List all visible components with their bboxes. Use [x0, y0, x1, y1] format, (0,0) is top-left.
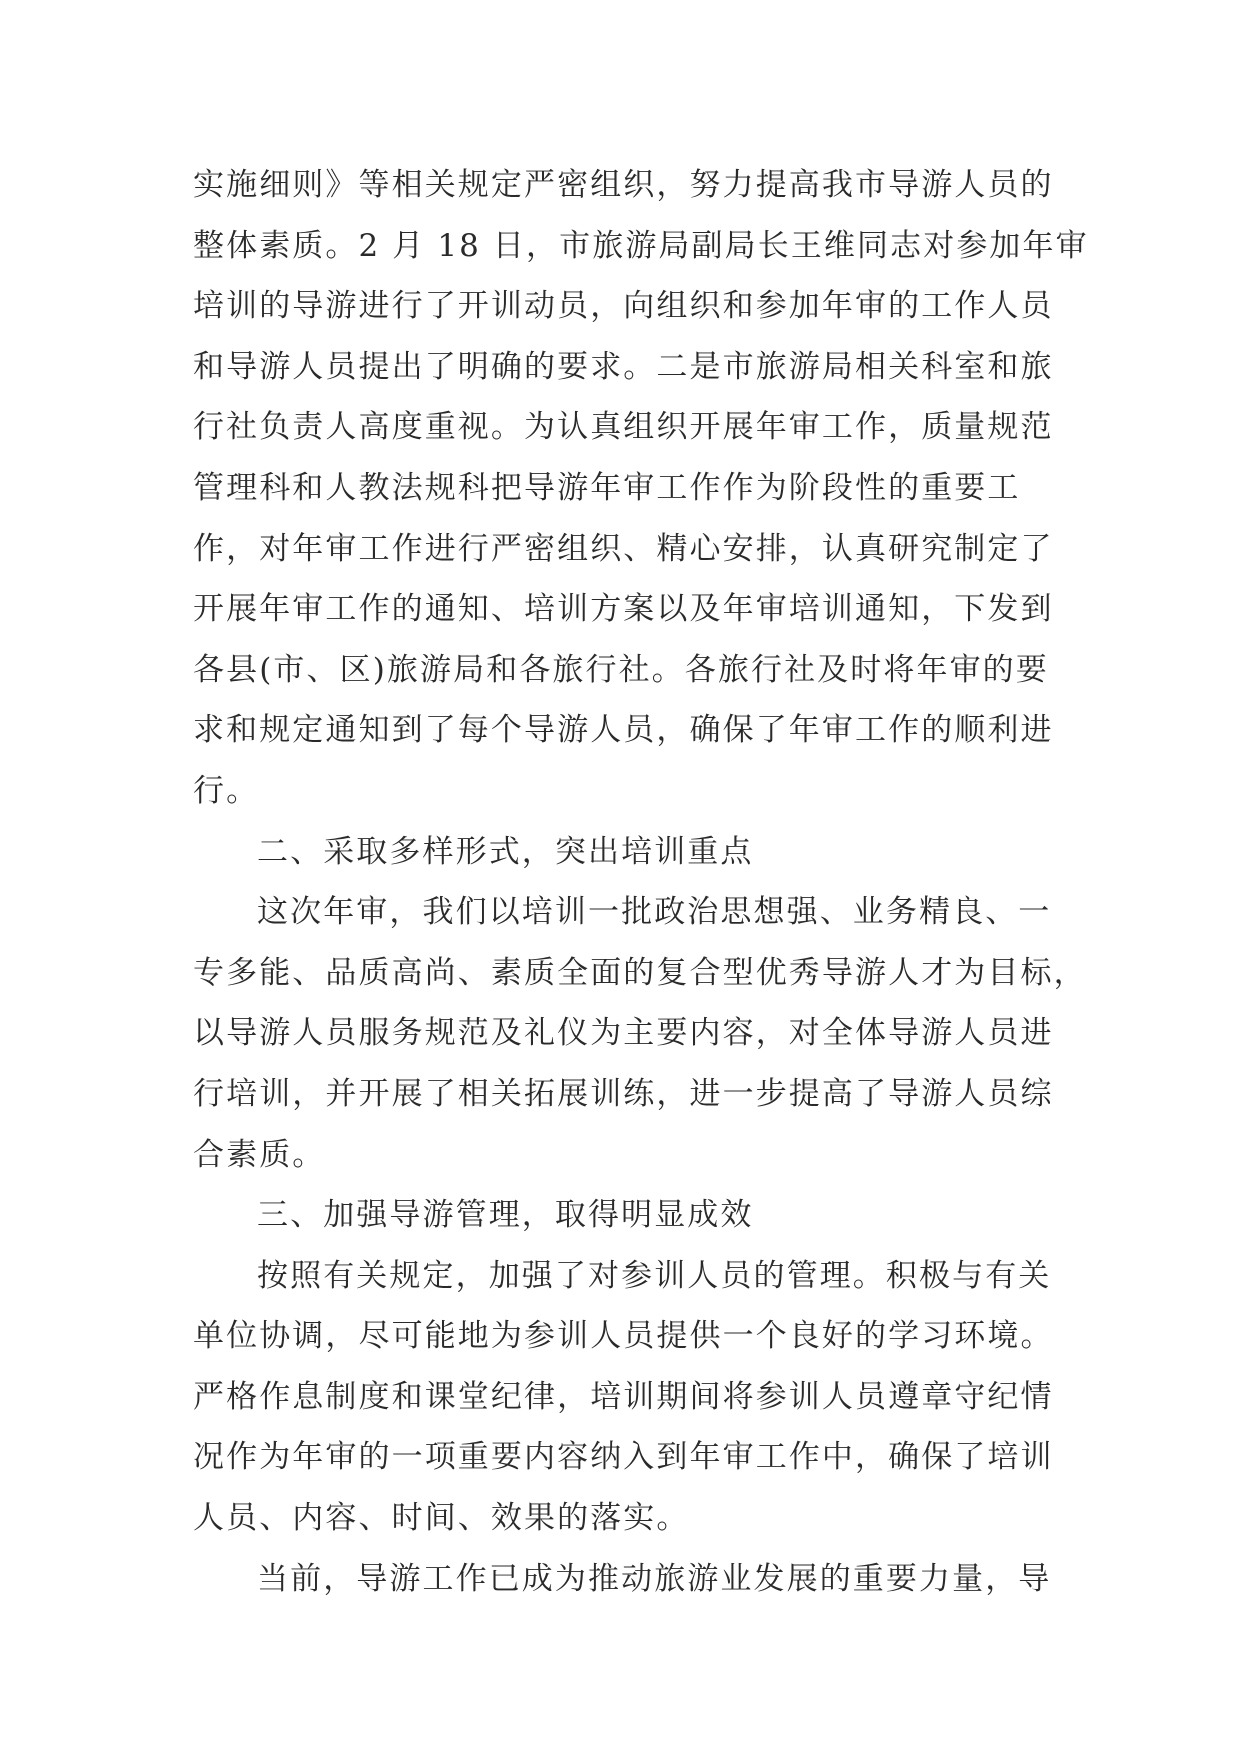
text-line: 管理科和人教法规科把导游年审工作作为阶段性的重要工	[193, 469, 1021, 506]
text-line: 况作为年审的一项重要内容纳入到年审工作中，确保了培训	[193, 1439, 1054, 1476]
text-line: 合素质。	[193, 1136, 326, 1173]
text-line: 严格作息制度和课堂纪律，培训期间将参训人员遵章守纪情	[193, 1378, 1054, 1415]
text-line: 人员、内容、时间、效果的落实。	[193, 1500, 690, 1537]
text-line: 培训的导游进行了开训动员，向组织和参加年审的工作人员	[193, 288, 1054, 325]
section-heading: 二、采取多样形式，突出培训重点	[257, 833, 754, 870]
section-heading: 三、加强导游管理，取得明显成效	[257, 1197, 754, 1234]
text-line: 行。	[193, 772, 260, 809]
text-line: 实施细则》等相关规定严密组织，努力提高我市导游人员的	[193, 167, 1054, 203]
text-line: 开展年审工作的通知、培训方案以及年审培训通知，下发到	[193, 591, 1054, 628]
text-line: 各县(市、区)旅游局和各旅行社。各旅行社及时将年审的要	[193, 651, 1049, 688]
text-line: 行培训，并开展了相关拓展训练，进一步提高了导游人员综	[193, 1075, 1054, 1112]
document-body	[193, 155, 1089, 1609]
text-line: 专多能、品质高尚、素质全面的复合型优秀导游人才为目标，	[193, 954, 1087, 991]
paragraph-first-line: 这次年审，我们以培训一批政治思想强、业务精良、一	[257, 894, 1052, 931]
text-line: 行社负责人高度重视。为认真组织开展年审工作，质量规范	[193, 409, 1054, 446]
text-line: 整体素质。2 月 18 日，市旅游局副局长王维同志对参加年审	[193, 227, 1089, 264]
text-line: 单位协调，尽可能地为参训人员提供一个良好的学习环境。	[193, 1318, 1054, 1355]
text-line: 求和规定通知到了每个导游人员，确保了年审工作的顺利进	[193, 712, 1054, 749]
paragraph-first-line: 当前，导游工作已成为推动旅游业发展的重要力量，导	[257, 1560, 1052, 1597]
paragraph-first-line: 按照有关规定，加强了对参训人员的管理。积极与有关	[257, 1257, 1052, 1294]
text-line: 作，对年审工作进行严密组织、精心安排，认真研究制定了	[193, 530, 1054, 567]
text-line: 以导游人员服务规范及礼仪为主要内容，对全体导游人员进	[193, 1015, 1054, 1052]
text-line: 和导游人员提出了明确的要求。二是市旅游局相关科室和旅	[193, 348, 1054, 385]
